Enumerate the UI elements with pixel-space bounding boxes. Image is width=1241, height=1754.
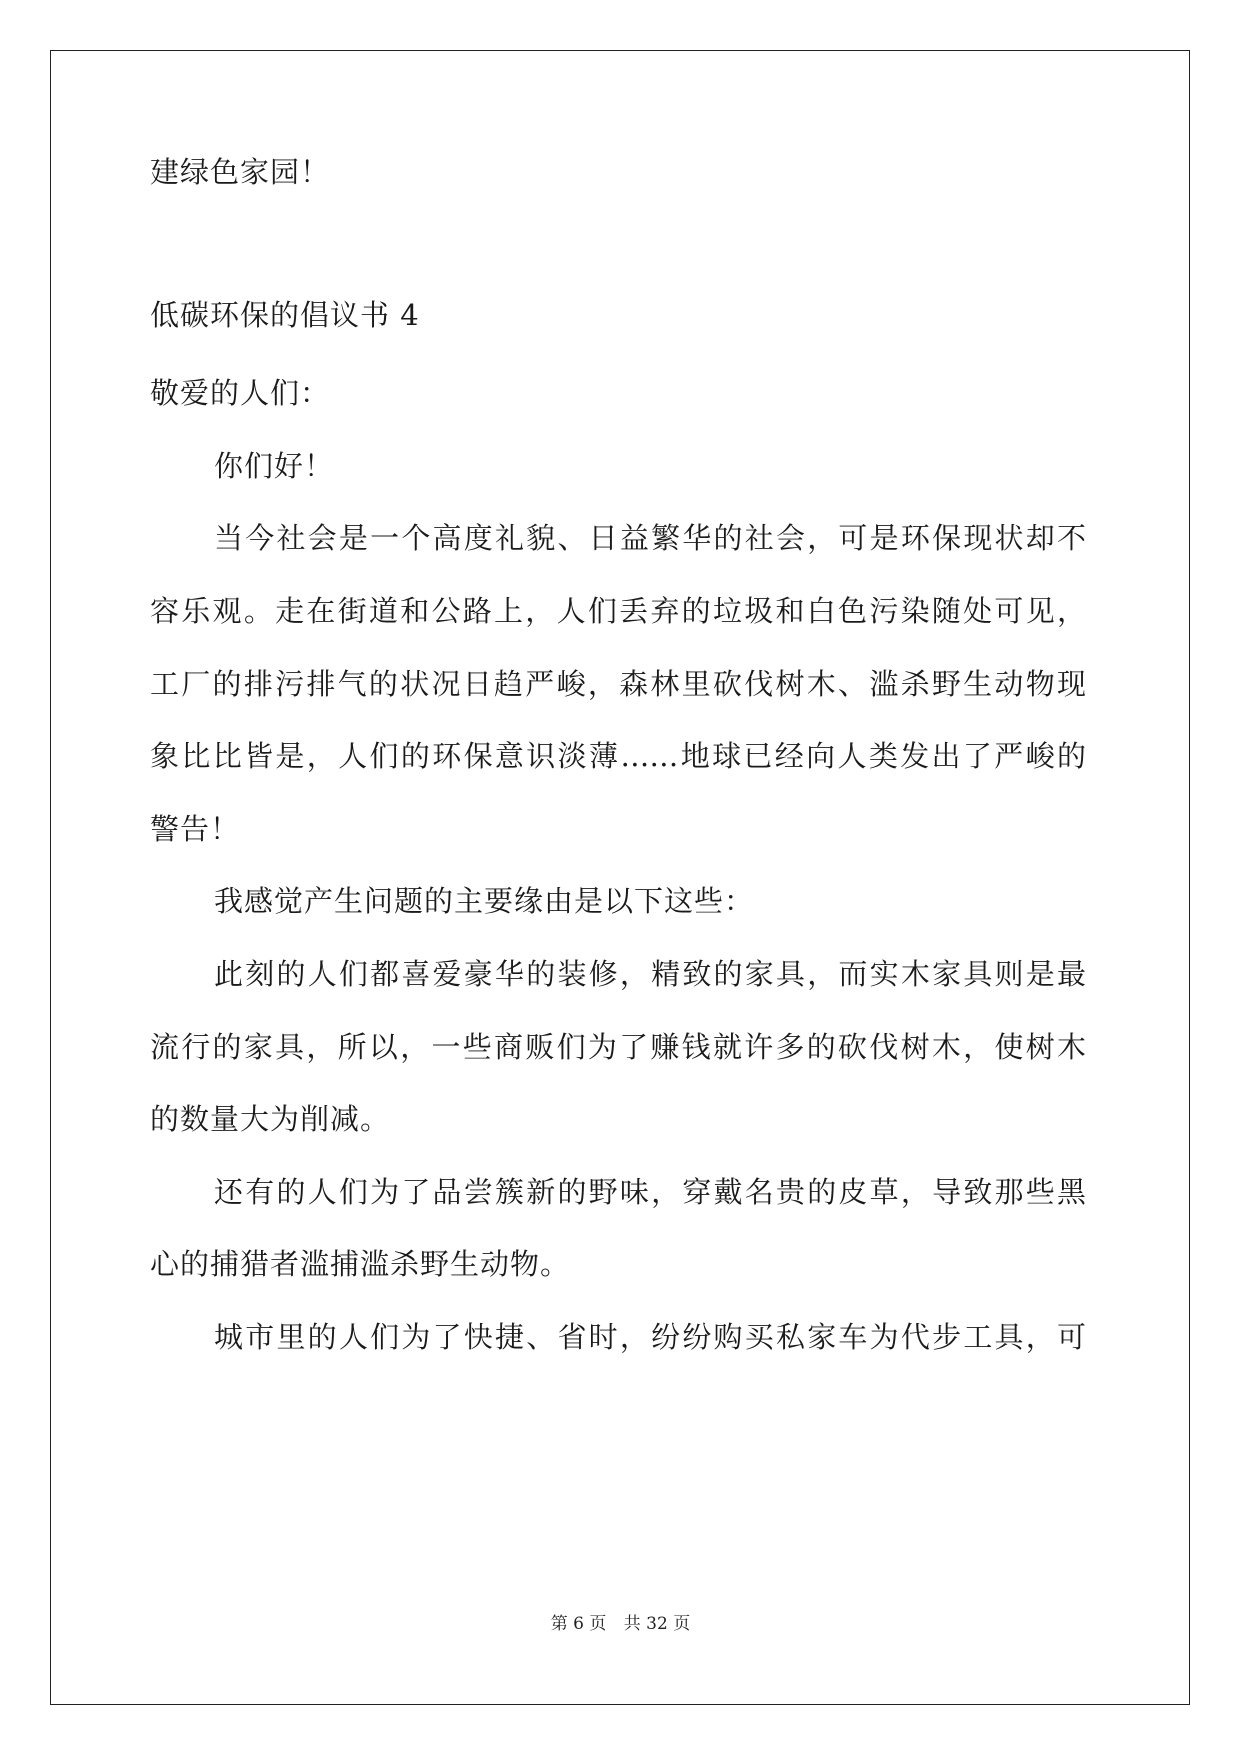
text-line: 当今社会是一个高度礼貌、日益繁华的社会，可是环保现状却不: [214, 521, 1086, 555]
salutation: 敬爱的人们：: [150, 376, 331, 410]
greeting: 你们好！: [214, 449, 335, 483]
text-line: 容乐观。走在街道和公路上，人们丢弃的垃圾和白色污染随处可见，: [150, 594, 1086, 628]
text-line: 还有的人们为了品尝簇新的野味，穿戴名贵的皮草，导致那些黑: [214, 1175, 1086, 1209]
text-line: 警告！: [150, 812, 241, 846]
page-total: 共 32 页: [623, 1614, 691, 1634]
section-title: 低碳环保的倡议书 4: [150, 298, 420, 332]
text-line: 我感觉产生问题的主要缘由是以下这些：: [214, 884, 755, 918]
page-footer: [0, 1612, 1241, 1636]
page-number: 第 6 页: [550, 1614, 607, 1634]
text-line: 此刻的人们都喜爱豪华的装修，精致的家具，而实木家具则是最: [214, 957, 1086, 991]
text-line: 的数量大为削减。: [150, 1102, 391, 1136]
text-line: 象比比皆是，人们的环保意识淡薄……地球已经向人类发出了严峻的: [150, 739, 1086, 773]
text-line: 建绿色家园！: [150, 155, 331, 189]
text-line: 流行的家具，所以，一些商贩们为了赚钱就许多的砍伐树木，使树木: [150, 1030, 1086, 1064]
text-line: 心的捕猎者滥捕滥杀野生动物。: [150, 1247, 571, 1281]
text-line: 城市里的人们为了快捷、省时，纷纷购买私家车为代步工具，可: [214, 1320, 1086, 1354]
text-line: 工厂的排污排气的状况日趋严峻，森林里砍伐树木、滥杀野生动物现: [150, 667, 1086, 701]
